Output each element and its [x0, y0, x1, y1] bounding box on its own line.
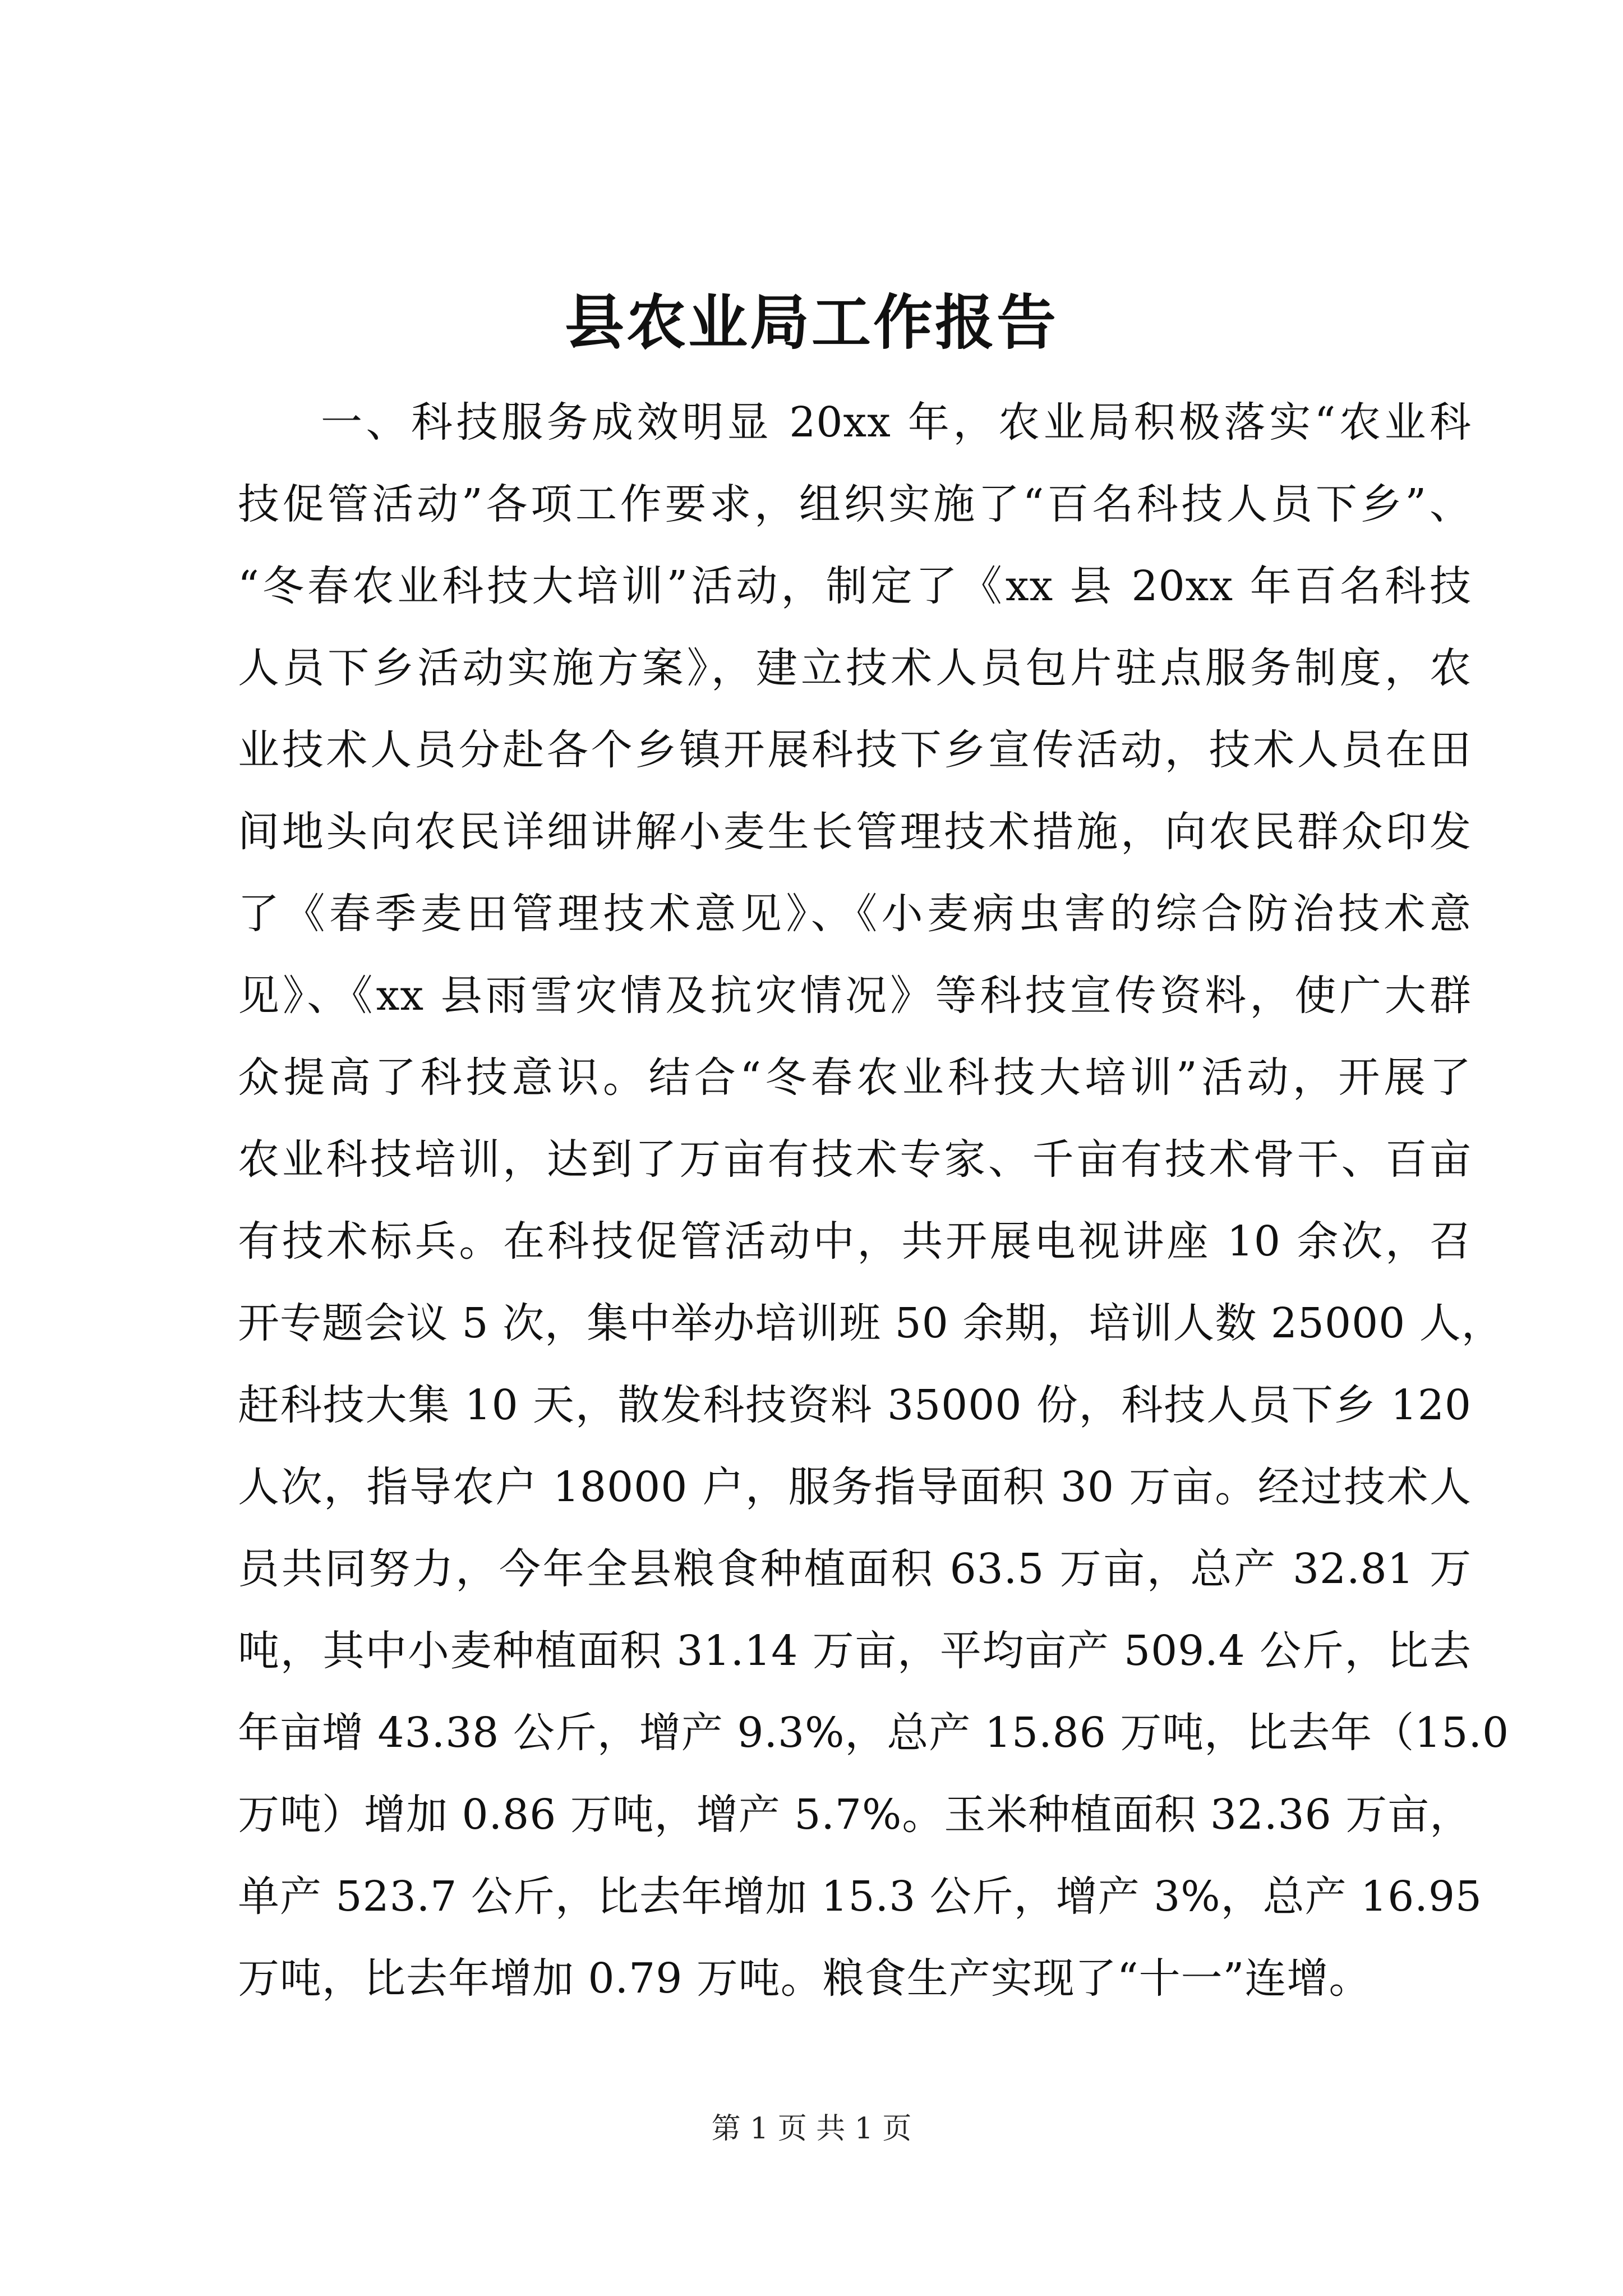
body-line: “冬春农业科技大培训”活动，制定了《xx 县 20xx 年百名科技 — [238, 562, 1472, 610]
body-line: 一、科技服务成效明显 20xx 年，农业局积极落实“农业科 — [321, 398, 1472, 447]
document-title: 县农业局工作报告 — [565, 287, 1058, 357]
body-line: 员共同努力，今年全县粮食种植面积 63.5 万亩，总产 32.81 万 — [238, 1545, 1472, 1593]
body-line: 见》、《xx 县雨雪灾情及抗灾情况》等科技宣传资料，使广大群 — [238, 972, 1472, 1020]
body-line: 间地头向农民详细讲解小麦生长管理技术措施，向农民群众印发 — [238, 808, 1472, 856]
body-line: 了《春季麦田管理技术意见》、《小麦病虫害的综合防治技术意 — [238, 890, 1472, 938]
body-line: 单产 523.7 公斤，比去年增加 15.3 公斤，增产 3%，总产 16.95 — [238, 1872, 1482, 1921]
body-line: 人员下乡活动实施方案》，建立技术人员包片驻点服务制度，农 — [238, 644, 1472, 692]
body-line: 众提高了科技意识。结合“冬春农业科技大培训”活动，开展了 — [238, 1053, 1472, 1102]
body-line: 技促管活动”各项工作要求，组织实施了“百名科技人员下乡”、 — [238, 480, 1472, 528]
body-line: 年亩增 43.38 公斤，增产 9.3%，总产 15.86 万吨，比去年（15.0 — [238, 1709, 1510, 1757]
body-line: 赶科技大集 10 天，散发科技资料 35000 份，科技人员下乡 120 — [238, 1381, 1472, 1429]
body-line: 万吨，比去年增加 0.79 万吨。粮食生产实现了“十一”连增。 — [238, 1954, 1371, 2003]
body-line: 农业科技培训，达到了万亩有技术专家、千亩有技术骨干、百亩 — [238, 1135, 1472, 1184]
body-line: 吨，其中小麦种植面积 31.14 万亩，平均亩产 509.4 公斤，比去 — [238, 1627, 1472, 1675]
body-line: 有技术标兵。在科技促管活动中，共开展电视讲座 10 余次，召 — [238, 1217, 1472, 1266]
body-text — [238, 381, 1510, 2019]
body-line: 人次，指导农户 18000 户，服务指导面积 30 万亩。经过技术人 — [238, 1463, 1472, 1511]
body-line: 万吨）增加 0.86 万吨，增产 5.7%。玉米种植面积 32.36 万亩， — [238, 1791, 1472, 1839]
body-line: 业技术人员分赴各个乡镇开展科技下乡宣传活动，技术人员在田 — [238, 726, 1472, 774]
page-footer: 第 1 页 共 1 页 — [711, 2112, 912, 2146]
body-line: 开专题会议 5 次，集中举办培训班 50 余期，培训人数 25000 人， — [238, 1299, 1504, 1347]
